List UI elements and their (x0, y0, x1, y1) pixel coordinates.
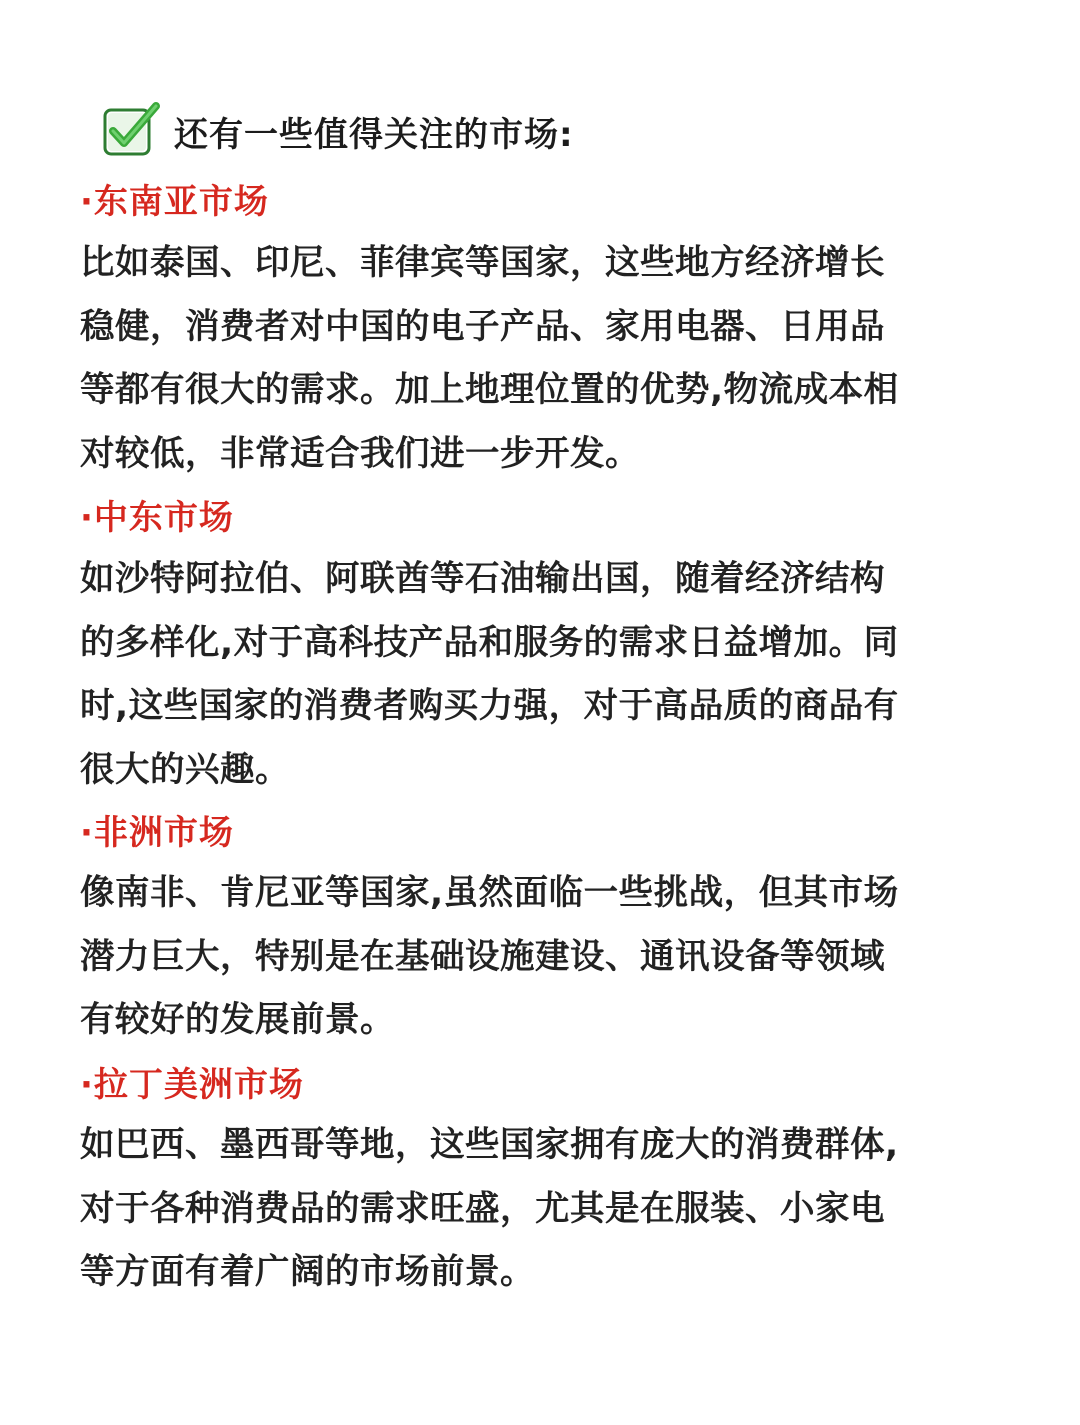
body-line: 如巴西、墨西哥等地，这些国家拥有庞大的消费群体, (80, 1125, 899, 1165)
body-line: 比如泰国、印尼、菲律宾等国家，这些地方经济增长 (80, 243, 885, 283)
body-line: 等方面有着广阔的市场前景。 (80, 1252, 535, 1292)
section-title-africa: ·非洲市场 (80, 813, 234, 853)
check-mark-box-icon (100, 100, 162, 162)
body-line: 对较低，非常适合我们进一步开发。 (80, 433, 640, 474)
body-line: 有较好的发展前景。 (80, 1000, 395, 1040)
body-line: 稳健，消费者对中国的电子产品、家用电器、日用品 (80, 306, 885, 347)
section-body-middle-east (80, 548, 1005, 802)
section-title-southeast-asia: ·东南亚市场 (80, 182, 269, 222)
section-body-latin-america (80, 1114, 1005, 1305)
body-line: 的多样化,对于高科技产品和服务的需求日益增加。同 (80, 622, 899, 663)
page-title: 还有一些值得关注的市场: (174, 114, 574, 155)
section-body-africa (80, 862, 1005, 1053)
body-line: 很大的兴趣。 (80, 749, 290, 790)
section-body-southeast-asia (80, 232, 1005, 486)
body-line: 如沙特阿拉伯、阿联酋等石油输出国，随着经济结构 (80, 559, 885, 599)
body-line: 时,这些国家的消费者购买力强，对于高品质的商品有 (80, 686, 899, 726)
body-line: 像南非、肯尼亚等国家,虽然面临一些挑战，但其市场 (80, 873, 899, 913)
header (100, 98, 574, 164)
body-line: 对于各种消费品的需求旺盛，尤其是在服装、小家电 (80, 1188, 885, 1229)
section-title-latin-america: ·拉丁美洲市场 (80, 1065, 304, 1105)
body-line: 等都有很大的需求。加上地理位置的优势,物流成本相 (80, 370, 899, 410)
section-title-middle-east: ·中东市场 (80, 498, 234, 538)
body-line: 潜力巨大，特别是在基础设施建设、通讯设备等领域 (80, 936, 885, 977)
